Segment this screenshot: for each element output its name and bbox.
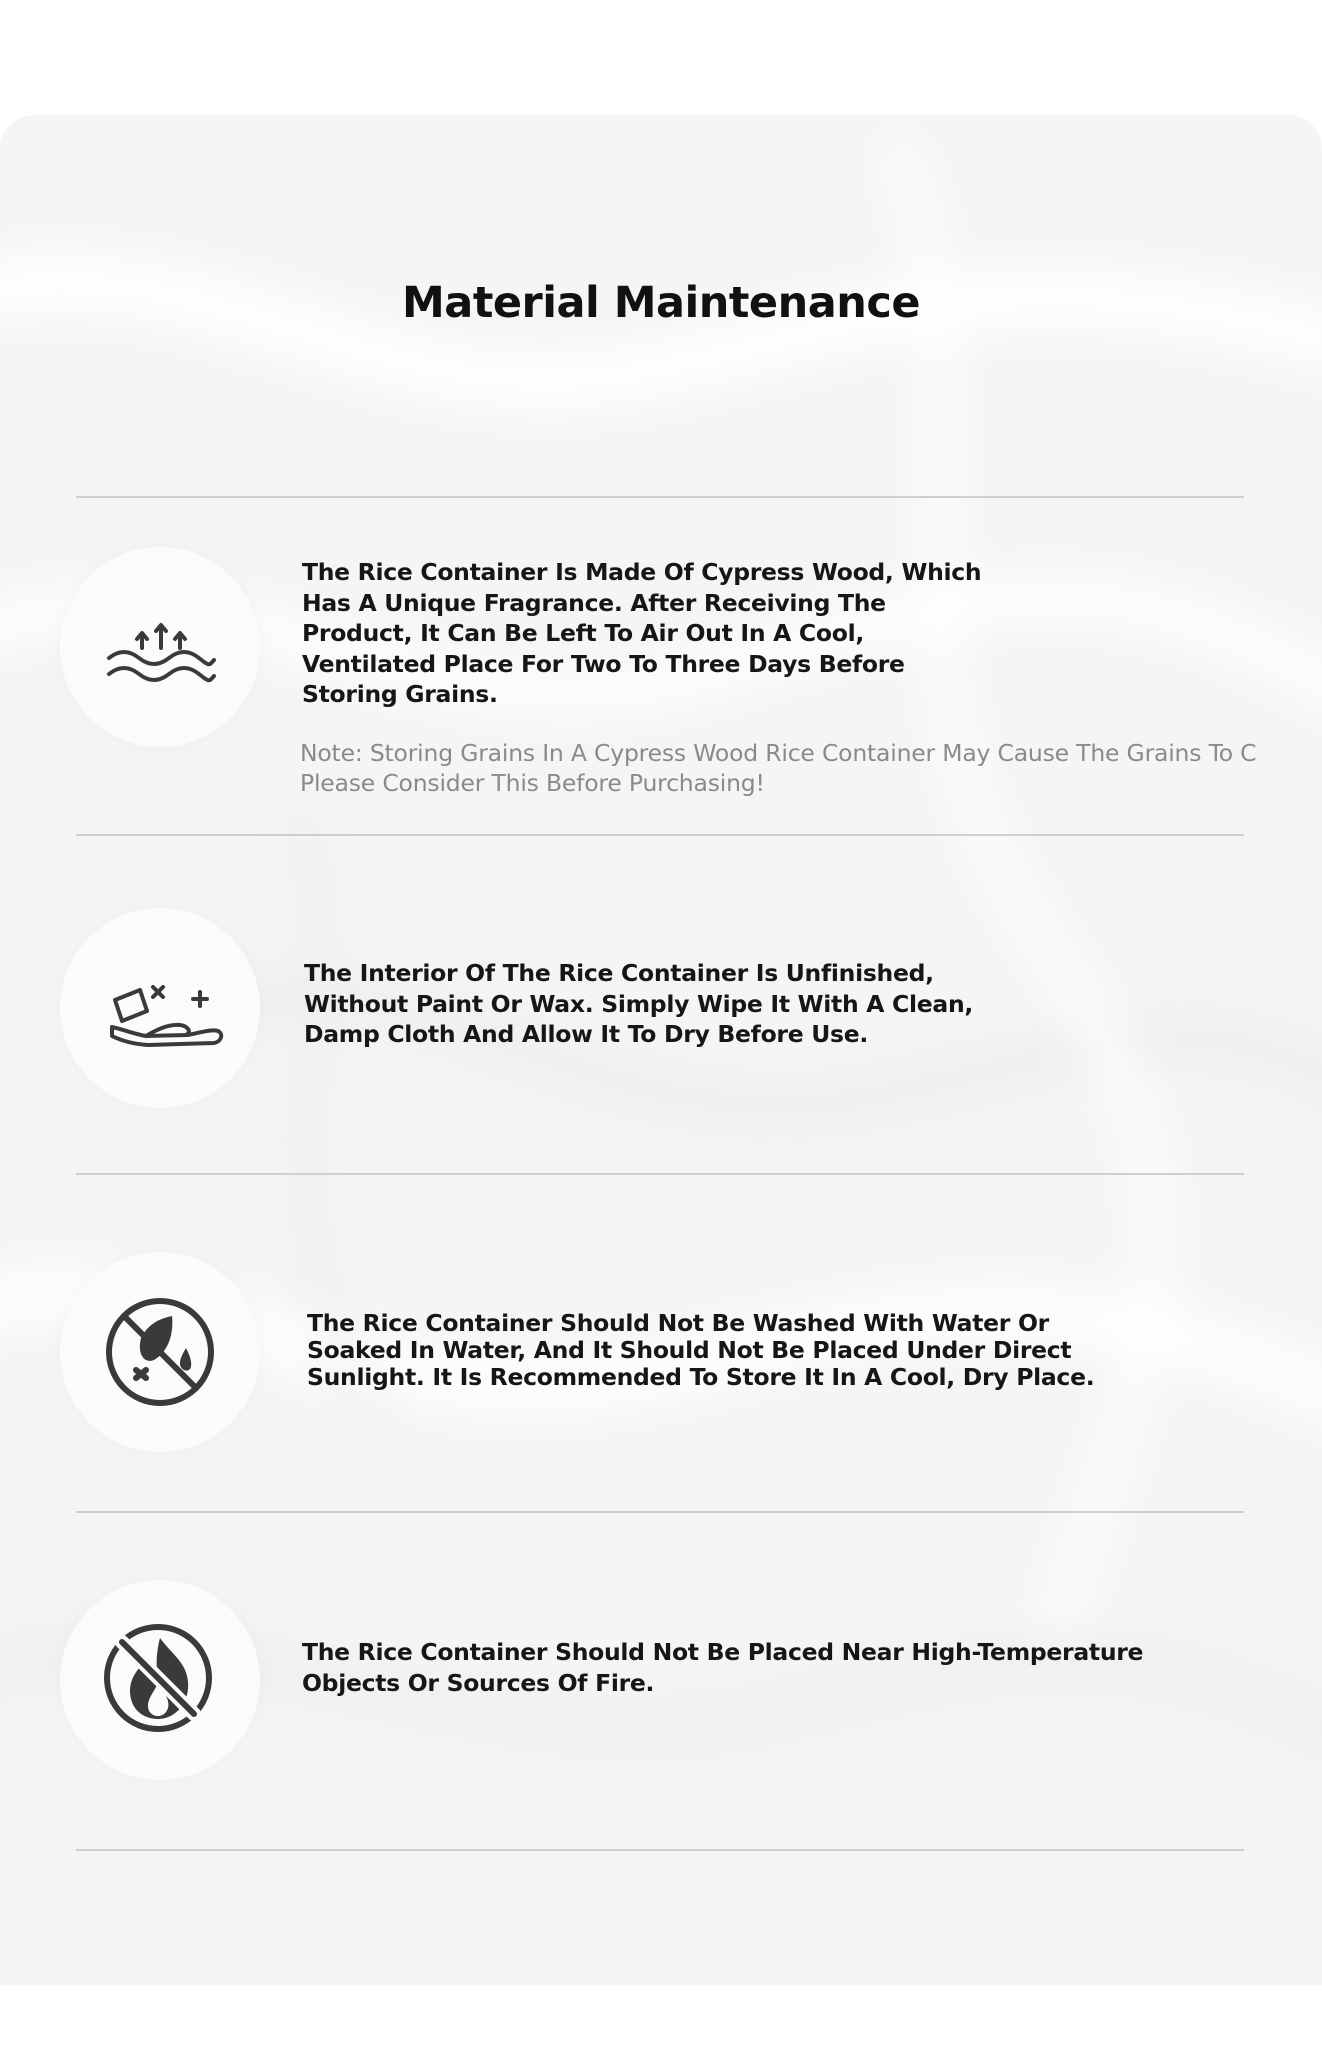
note-line: Note: Storing Grains In A Cypress Wood Rice Container May Cause The Grains To C — [300, 739, 1257, 767]
icon-circle — [60, 547, 260, 747]
item-text: The Rice Container Should Not Be Placed Near High-Temperature Objects Or Sources Of Fire. — [302, 1638, 1144, 1697]
air-out-icon — [60, 547, 260, 747]
wipe-clean-icon — [60, 908, 260, 1108]
icon-circle — [60, 908, 260, 1108]
note-text — [300, 738, 1322, 798]
item-text: The Interior Of The Rice Container Is Unfinished, Without Paint Or Wax. Simply Wipe It With A Clean, Damp Cloth And Allow It To Dry Before Use. — [304, 959, 974, 1048]
icon-circle — [60, 1580, 260, 1780]
divider — [76, 1173, 1244, 1175]
no-water-icon — [60, 1252, 260, 1452]
note-line: Please Consider This Before Purchasing! — [300, 769, 765, 797]
divider — [76, 834, 1244, 836]
no-fire-icon — [60, 1580, 260, 1780]
item-text: The Rice Container Should Not Be Washed With Water Or Soaked In Water, And It Should Not Be Placed Under Direct Sunlight. It Is Recommended To Store It In A Cool, Dry Place. — [307, 1309, 1095, 1391]
page-title: Material Maintenance — [402, 278, 920, 328]
item-text: The Rice Container Is Made Of Cypress Wood, Which Has A Unique Fragrance. After Receiving The Product, It Can Be Left To Air Out In A Cool, Ventilated Place For Two To Three Days Before Storing Grains. — [302, 558, 982, 708]
divider — [76, 496, 1244, 498]
icon-circle — [60, 1252, 260, 1452]
divider — [76, 1849, 1244, 1851]
divider — [76, 1511, 1244, 1513]
